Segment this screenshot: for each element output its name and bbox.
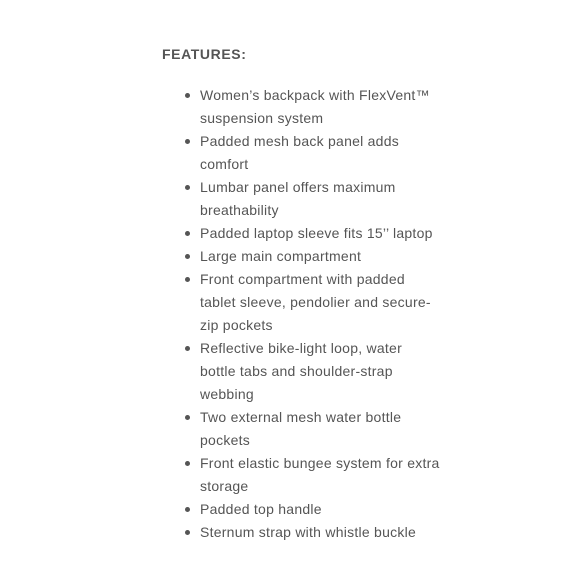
- feature-text: Two external mesh water bottle pockets: [200, 409, 402, 448]
- feature-item: [185, 84, 440, 130]
- bullet-icon: [185, 461, 190, 466]
- feature-item: [185, 521, 440, 544]
- feature-text: Padded top handle: [200, 501, 322, 517]
- bullet-icon: [185, 277, 190, 282]
- feature-text: Sternum strap with whistle buckle: [200, 524, 417, 540]
- bullet-icon: [185, 507, 190, 512]
- features-heading: FEATURES:: [162, 46, 247, 62]
- feature-item: [185, 406, 440, 452]
- feature-text: Large main compartment: [200, 248, 362, 264]
- feature-item: [185, 268, 440, 337]
- feature-item: [185, 130, 440, 176]
- feature-text: Padded mesh back panel adds comfort: [200, 133, 399, 172]
- bullet-icon: [185, 346, 190, 351]
- feature-list: [162, 84, 452, 544]
- bullet-icon: [185, 254, 190, 259]
- feature-item: [185, 222, 440, 245]
- feature-text: Women’s backpack with FlexVent™ suspension system: [200, 87, 430, 126]
- feature-item: [185, 337, 440, 406]
- bullet-icon: [185, 530, 190, 535]
- bullet-icon: [185, 231, 190, 236]
- features-section: [162, 44, 452, 544]
- feature-text: Front compartment with padded tablet sleeve, pendolier and secure-zip pockets: [200, 271, 431, 333]
- bullet-icon: [185, 185, 190, 190]
- feature-text: Front elastic bungee system for extra storage: [200, 455, 440, 494]
- feature-text: Padded laptop sleeve fits 15’’ laptop: [200, 225, 433, 241]
- feature-text: Reflective bike-light loop, water bottle tabs and shoulder-strap webbing: [200, 340, 403, 402]
- feature-item: [185, 245, 440, 268]
- bullet-icon: [185, 93, 190, 98]
- feature-item: [185, 452, 440, 498]
- bullet-icon: [185, 139, 190, 144]
- feature-text: Lumbar panel offers maximum breathability: [200, 179, 396, 218]
- bullet-icon: [185, 415, 190, 420]
- feature-item: [185, 176, 440, 222]
- feature-item: [185, 498, 440, 521]
